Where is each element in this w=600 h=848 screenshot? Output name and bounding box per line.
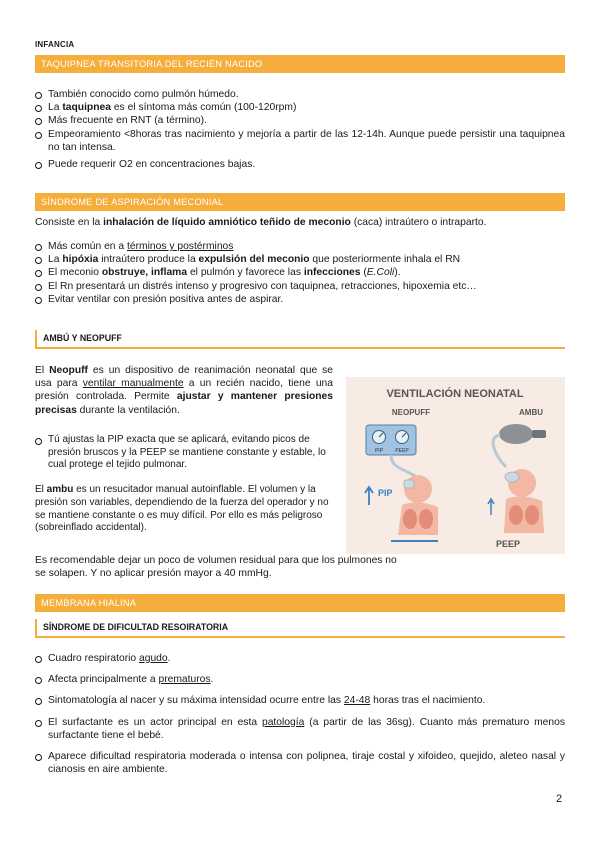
list-item: Sintomatología al nacer y su máxima intensidad ocurre entre las 24-48 horas tras el nacimiento. [35, 694, 565, 707]
section-label: INFANCIA [35, 40, 75, 49]
svg-text:PEEP: PEEP [395, 448, 409, 454]
list-item: También conocido como pulmón húmedo. [35, 88, 565, 101]
heading-ambu-neopuff: AMBÚ Y NEOPUFF [35, 330, 565, 349]
peep-arrow-icon [488, 499, 494, 515]
svg-text:PIP: PIP [374, 448, 384, 454]
heading-sdr: SÍNDROME DE DIFICULTAD RESOIRATORIA [35, 619, 565, 638]
neopuff-label: NEOPUFF [391, 408, 431, 417]
ventilation-illustration [346, 377, 565, 554]
list-item: El surfactante es un actor principal en esta patología (a partir de las 36sg). Cuanto más prematuro menos surfactante tiene el bebé. [35, 716, 565, 742]
list-item: Cuadro respiratorio agudo. [35, 652, 565, 665]
list-item: El Rn presentará un distrés intenso y progresivo con taquipnea, retracciones, hipoxemia etc… [35, 280, 565, 293]
neopuff-list [35, 434, 333, 472]
mh-list [35, 652, 565, 776]
list-item: Tú ajustas la PIP exacta que se aplicará, evitando picos de presión bruscos y la PEEP se mantiene constante y estable, lo cual protege el tejido pulmonar. [35, 434, 333, 472]
list-item: Empeoramiento <8horas tras nacimiento y mejoría a partir de las 12-14h. Aunque puede persistir una taquipnea no tan intensa. [35, 128, 565, 154]
heading-sam: SÍNDROME DE ASPIRACIÓN MECONIAL [35, 193, 565, 211]
ambu-label: AMBU [519, 408, 543, 417]
heading-membrana-hialina: MEMBRANA HIALINA [35, 594, 565, 612]
pip-label: PIP [378, 488, 393, 498]
ttrn-list [35, 88, 565, 171]
ambu-paragraph: El ambu es un resucitador manual autoinflable. El volumen y la presión son variables, dependiendo de la fuerza del operador y no se mantiene constante o es muy difícil. Por ello es más peligroso (sobreinflado accidental). [35, 484, 329, 534]
residual-volume-paragraph: Es recomendable dejar un poco de volumen residual para que los pulmones no se solapen. Y no aplicar presión mayor a 40 mmHg. [35, 555, 397, 580]
list-item: Aparece dificultad respiratoria moderada o intensa con polipnea, tiraje costal y xifoideo, quejido, aleteo nasal y cianosis en aire ambiente. [35, 750, 565, 776]
list-item: La taquipnea es el síntoma más común (100-120rpm) [35, 101, 565, 114]
neopuff-paragraph: El Neopuff es un dispositivo de reanimación neonatal que se usa para ventilar manualmente a un recién nacido, tiene una presión controlada. Permite ajustar y mantener presiones precisas durante la ventilación. [35, 365, 334, 416]
ambu-bag-icon [493, 424, 546, 467]
list-item: Puede requerir O2 en concentraciones bajas. [35, 158, 565, 171]
list-item: Afecta principalmente a prematuros. [35, 673, 565, 686]
sam-intro: Consiste en la inhalación de líquido amniótico teñido de meconio (caca) intraútero o intraparto. [35, 217, 487, 228]
peep-label: PEEP [495, 539, 521, 549]
figure-title: VENTILACIÓN NEONATAL [386, 388, 524, 400]
ventilation-figure [346, 377, 565, 554]
pip-arrow-icon [365, 487, 373, 505]
page-number: 2 [556, 793, 563, 805]
baby-ambu-icon [504, 469, 544, 533]
list-item: Más frecuente en RNT (a término). [35, 114, 565, 127]
list-item: La hipóxia intraútero produce la expulsión del meconio que posteriormente inhala el RN [35, 253, 565, 266]
neopuff-device-icon [366, 425, 416, 477]
baby-neopuff-icon [398, 475, 438, 535]
sam-list [35, 240, 565, 306]
list-item: Evitar ventilar con presión positiva antes de aspirar. [35, 293, 565, 306]
list-item: Más común en a términos y postérminos [35, 240, 565, 253]
heading-ttrn: TAQUIPNEA TRANSITORIA DEL RECIÉN NACIDO [35, 55, 565, 73]
list-item: El meconio obstruye, inflama el pulmón y favorece las infecciones (E.Coli). [35, 266, 565, 279]
